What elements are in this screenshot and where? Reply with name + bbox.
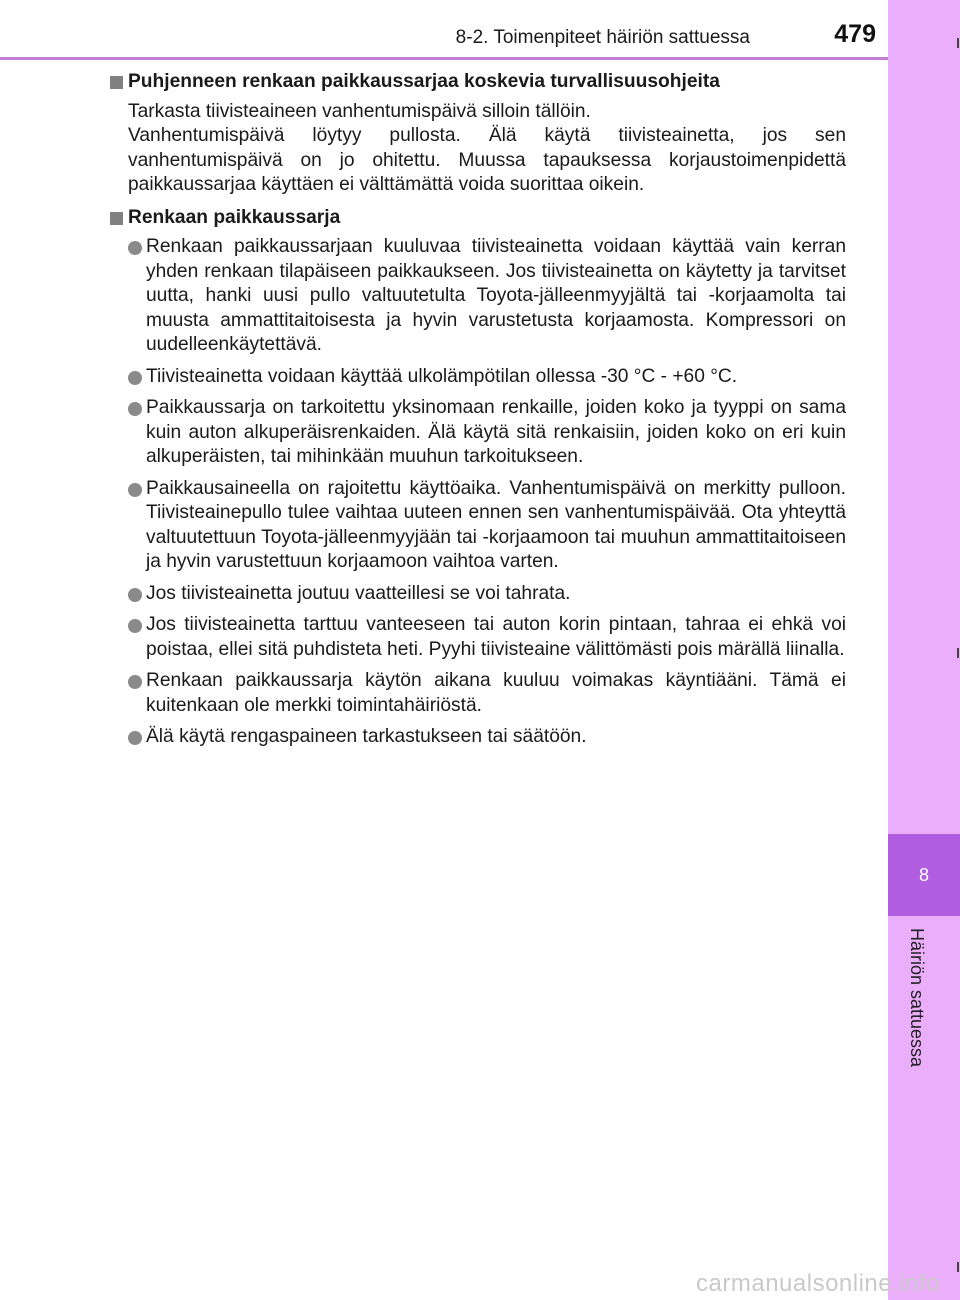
list-item xyxy=(110,725,846,750)
heading-text: Puhjenneen renkaan paikkaussarjaa koskevia turvallisuusohjeita xyxy=(128,71,720,92)
list-item xyxy=(110,613,846,662)
round-bullet-icon xyxy=(128,588,142,602)
round-bullet-icon xyxy=(128,402,142,416)
section-heading xyxy=(110,206,846,231)
list-item-text: Jos tiivisteainetta joutuu vaatteillesi se voi tahrata. xyxy=(146,582,571,604)
list-item-text: Älä käytä rengaspaineen tarkastukseen tai säätöön. xyxy=(146,726,587,747)
round-bullet-icon xyxy=(128,241,142,255)
list-item xyxy=(110,477,846,575)
section-heading xyxy=(110,70,846,95)
chapter-number: 8 xyxy=(918,864,929,885)
heading-text: Renkaan paikkaussarja xyxy=(128,206,341,228)
section-title: 8-2. Toimenpiteet häiriön sattuessa xyxy=(455,27,750,48)
paragraph xyxy=(110,100,846,198)
list-item xyxy=(110,669,846,718)
page-number: 479 xyxy=(834,20,876,48)
list-item xyxy=(110,396,846,470)
list-item-text: Renkaan paikkaussarja käytön aikana kuuluu voimakas käyntiääni. Tämä ei kuitenkaan ole merkki toimintahäiriöstä. xyxy=(146,670,846,716)
list-item-text: Tiivisteainetta voidaan käyttää ulkolämpötilan ollessa -30 °C - +60 °C. xyxy=(146,365,738,387)
round-bullet-icon xyxy=(128,675,142,689)
list-item xyxy=(110,582,846,607)
round-bullet-icon xyxy=(128,483,142,497)
list-item-text: Paikkaussarja on tarkoitettu yksinomaan renkaille, joiden koko ja tyyppi on sama kuin auton alkuperäisrenkaiden. Älä käytä sitä renkaisiin, joiden koko on eri kuin alkuperäisten, tai mihinkään muuhun tarkoitukseen. xyxy=(146,397,846,467)
crop-mark xyxy=(957,38,959,48)
chapter-label: Häiriön sattuessa xyxy=(907,928,927,1068)
paragraph-line: Vanhentumispäivä löytyy pullosta. Älä käytä tiivisteainetta, jos sen vanhentumispäivä on jo ohitettu. Muussa tapauksessa korjaustoimenpidettä paikkaussarjaa käyttäen ei välttämättä voida suorittaa oikein. xyxy=(128,125,846,195)
square-bullet-icon xyxy=(110,76,123,89)
list-item-text: Renkaan paikkaussarjaan kuuluvaa tiivisteainetta voidaan käyttää vain kerran yhden renkaan tilapäiseen paikkaukseen. Jos tiivisteainetta on käytetty ja tarvitset uutta, hanki uusi pullo valtuutetulta Toyota-jälleenmyyjältä tai -korjaamolta tai muusta ammattitaitoisesta ja hyvin varustetusta korjaamosta. Kompressori on uudelleenkäytettävä. xyxy=(146,236,846,355)
watermark: carmanualsonline.info xyxy=(696,1270,940,1297)
section-repair-kit xyxy=(110,206,846,750)
paragraph-line: Tarkasta tiivisteaineen vanhentumispäivä silloin tällöin. xyxy=(128,100,591,122)
chapter-tab xyxy=(888,834,960,916)
side-band xyxy=(888,0,960,1300)
crop-mark xyxy=(957,648,959,658)
list-item xyxy=(110,365,846,390)
list-item xyxy=(110,235,846,358)
crop-mark xyxy=(957,1262,959,1272)
header-rule xyxy=(0,57,888,60)
list-item-text: Jos tiivisteainetta tarttuu vanteeseen tai auton korin pintaan, tahraa ei ehkä voi poistaa, ellei sitä puhdisteta heti. Pyyhi tiivisteaine välittömästi pois märällä liinalla. xyxy=(146,614,846,660)
page-header xyxy=(0,0,888,60)
page-content xyxy=(110,70,846,758)
round-bullet-icon xyxy=(128,371,142,385)
round-bullet-icon xyxy=(128,619,142,633)
list-item-text: Paikkausaineella on rajoitettu käyttöaika. Vanhentumispäivä on merkitty pulloon. Tiivisteainepullo tulee vaihtaa uuteen ennen sen vanhentumispäivää. Ota yhteyttä valtuutettuun Toyota-jälleenmyyjään tai -korjaamoon tai muuhun ammattitaitoiseen ja hyvin varustettuun korjaamoon vaihtoa varten. xyxy=(146,477,846,572)
round-bullet-icon xyxy=(128,731,142,745)
square-bullet-icon xyxy=(110,212,123,225)
section-sealant-safety xyxy=(110,70,846,198)
